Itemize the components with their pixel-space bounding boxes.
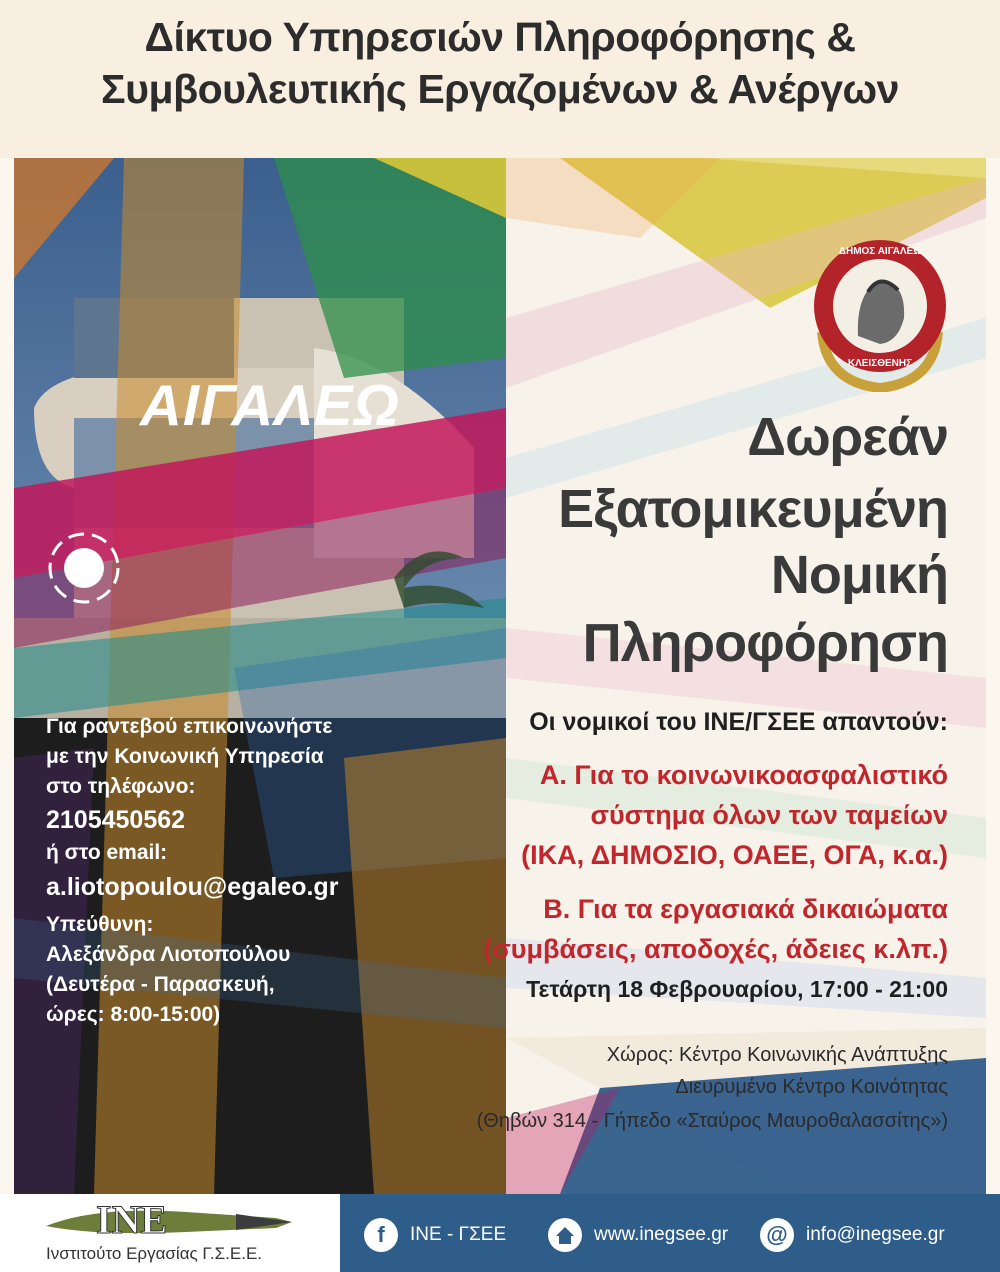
facebook-icon[interactable]: f <box>364 1218 398 1252</box>
contact-phone: 2105450562 <box>46 806 186 834</box>
responsible-label: Υπεύθυνη: <box>46 913 154 936</box>
logo-text-top: ΔΗΜΟΣ ΑΙΓΑΛΕΩ <box>838 246 922 257</box>
date-time: Τετάρτη 18 Φεβρουαρίου, 17:00 - 21:00 <box>526 976 948 1002</box>
ine-logo-block <box>36 1197 306 1270</box>
contact-line-4: ή στο email: <box>46 841 168 864</box>
municipality-logo <box>806 232 954 392</box>
contact-line-1: Για ραντεβού επικοινωνήστε <box>46 715 333 738</box>
title-line-4: Πληροφόρηση <box>582 613 948 673</box>
title-line-2: Εξατομικευμένη <box>558 479 948 539</box>
title-line-1: Δωρεάν <box>747 407 948 467</box>
venue-line-3: (Θηβών 314 - Γήπεδο «Σταύρος Μαυροθαλασσίτης») <box>476 1110 948 1132</box>
ine-logo-text: INE <box>96 1197 168 1242</box>
home-icon[interactable] <box>548 1218 582 1252</box>
title-line-3: Νομική <box>770 545 948 605</box>
section-a-line-1: Α. Για το κοινωνικοασφαλιστικό <box>539 760 948 790</box>
section-b-line-2: (συμβάσεις, αποδοχές, άδειες κ.λπ.) <box>483 934 948 964</box>
responsible-name: Αλεξάνδρα Λιοτοπούλου <box>46 943 291 966</box>
section-a-line-3: (ΙΚΑ, ΔΗΜΟΣΙΟ, ΟΑΕΕ, ΟΓΑ, κ.α.) <box>521 840 948 870</box>
facebook-link[interactable]: ΙΝΕ - ΓΣΕΕ <box>410 1224 507 1245</box>
venue-line-1: Χώρος: Κέντρο Κοινωνικής Ανάπτυξης <box>606 1044 948 1066</box>
section-b-line-1: Β. Για τα εργασιακά δικαιώματα <box>543 894 948 924</box>
footer-email-link[interactable]: info@inegsee.gr <box>806 1224 945 1245</box>
venue-line-2: Διευρυμένο Κέντρο Κοινότητας <box>675 1076 948 1098</box>
contact-line-3: στο τηλέφωνο: <box>46 775 196 798</box>
section-a-line-2: σύστημα όλων των ταμείων <box>590 800 948 830</box>
city-label: ΑΙΓΑΛΕΩ <box>140 373 400 438</box>
header-line-1: Δίκτυο Υπηρεσιών Πληροφόρησης & <box>144 14 856 60</box>
header-band <box>0 0 1000 158</box>
building-photo-panel <box>14 158 506 1194</box>
contact-line-2: με την Κοινωνική Υπηρεσία <box>46 745 324 768</box>
header-line-2: Συμβουλευτικής Εργαζομένων & Ανέργων <box>101 66 899 112</box>
logo-text-bottom: ΚΛΕΙΣΘΕΝΗΣ <box>847 358 913 369</box>
office-hours-line-1: (Δευτέρα - Παρασκευή, <box>46 973 275 996</box>
contact-block <box>46 712 486 1030</box>
contact-email: a.liotopoulou@egaleo.gr <box>46 873 339 901</box>
ine-caption: Ινστιτούτο Εργασίας Γ.Σ.Ε.Ε. <box>46 1244 263 1263</box>
office-hours-line-2: ώρες: 8:00-15:00) <box>46 1003 221 1026</box>
intro-text: Οι νομικοί του ΙΝΕ/ΓΣΕΕ απαντούν: <box>529 708 948 736</box>
at-icon[interactable]: @ <box>760 1218 794 1252</box>
website-link[interactable]: www.inegsee.gr <box>594 1224 729 1245</box>
